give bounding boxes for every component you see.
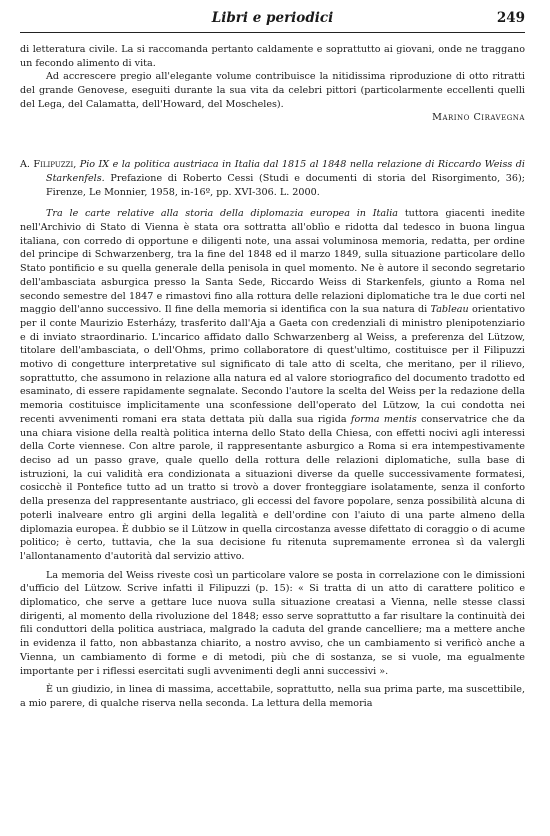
emphasis-term: forma mentis — [350, 413, 417, 425]
reviewer-signature: Marino Ciravegna — [432, 111, 525, 123]
paragraph-text: tuttora giacenti inedite nell'Archivio di Stato di Vienna è stata ora sottratta all'oblìo e ridotta dal tedesco in buona lingua italiana, con corredo di opportune e diligenti note, una assai voluminosa memoria, redatta, per ordine del principe di Schwarzenberg, tra la fine del 1848 ed il marzo 1849, sulla situazione particolare dello Stato pontificio e su quella generale della penisola in quel momento. Ne è autore il secondo segretario dell'ambasciata asburgica presso la Santa Sede, Riccardo Weiss di Starkenfels, giunto a Roma nel secondo semestre del 1847 e rimastovi fino alla rottura delle relazioni diplomatiche tra le due corti nel maggio dell'anno successivo. Il fine della memoria si identifica con la sua natura di — [20, 208, 525, 316]
review-paragraph: La memoria del Weiss riveste così un particolare valore se posta in correlazione con le dimissioni d'ufficio del Lützow. Scrive infatti il Filipuzzi (p. 15): « Si tratta di un atto di carattere politico e diplomatico, che serve a gettare luce nuova sulla situazione creatasi a Vienna, nelle stesse classi dirigenti, al momento della rivoluzione del 1848; esso serve soprattutto a far risultare la continuità dei fili conduttori della politica austriaca, malgrado la caduta del grande cancelliere; ma a mettere anche in evidenza il fatto, non abbastanza chiarito, a nostro avviso, che un cambiamento si verificò anche a Vienna, un cambiamento di forme e di metodi, più che di sostanza, se si vuole, ma egualmente importante per i riflessi esercitati sugli avvenimenti degli anni successivi ». — [20, 569, 525, 677]
page — [0, 6, 550, 836]
book-details: Prefazione di Roberto Cessi (Studi e documenti di storia del Risorgimento, 36); Firenze, Le Monnier, 1958, in-16º, pp. XVI-306. L. 2000. — [46, 172, 525, 198]
page-number: 249 — [496, 10, 525, 26]
bibliographic-entry — [20, 158, 525, 199]
paragraph-text: conservatrice che da una chiara visione della realtà politica interna dello Stato della Chiesa, con effetti nocivi agli interessi della Corte viennese. Con altre parole, il rappresentante asburgico a Roma si era intempestivamente deciso ad un passo grave, quale quello della rottura delle relazioni diplomatiche, sulla base di istruzioni, la cui validità era condizionata a situazioni diverse da quelle successivamente formatesi, cosicchè il Pontefice tutto ad un tratto si trovò a dover fronteggiare isolatamente, senza il conforto della presenza del rappresentante austriaco, gli eccessi del favore popolare, senza possibilità alcuna di poterli inalveare entro gli argini della legalità e dell'ordine con l'aiuto di una parte almeno della diplomazia europea. È dubbio se il Lützow in quella circostanza avesse difettato di coraggio o di acume politico; è certo, tuttavia, che la sua decisione fu ritenuta supremamente erronea sì da valergli l'allontanamento d'autorità dal servizio attivo. — [20, 413, 525, 562]
paragraph-lead: Tra le carte relative alla storia della diplomazia europea in Italia — [46, 208, 398, 220]
page-body — [20, 43, 525, 711]
running-header — [20, 6, 525, 33]
book-author: A. Filipuzzi, — [20, 159, 77, 171]
review-heading — [20, 158, 525, 199]
review-paragraph: È un giudizio, in linea di massima, accettabile, soprattutto, nella sua prima parte, ma suscettibile, a mio parere, di qualche riserva nella seconda. La lettura della memoria — [20, 684, 525, 709]
running-title: Libri e periodici — [211, 10, 334, 26]
emphasis-term: Tableau — [430, 304, 469, 316]
prev-review-paragraph: di letteratura civile. La si raccomanda pertanto caldamente e soprattutto ai giovani, onde ne traggano un fecondo alimento di vita. — [20, 44, 525, 69]
prev-review-paragraph: Ad accrescere pregio all'elegante volume contribuisce la nitidissima riproduzione di otto ritratti del grande Genovese, eseguiti durante la sua vita da celebri pittori (particolarmente eccellenti quelli del Lega, del Calamatta, dell'Howard, del Moscheles). — [20, 71, 525, 110]
review-paragraph — [20, 207, 525, 563]
book-title: Pio IX e la politica austriaca in Italia dal 1815 al 1848 nella relazione di Riccardo Weiss di Starkenfels. — [46, 159, 525, 184]
paragraph-text: orientativo per il conte Maurizio Esterházy, trasferito dall'Aja a Gaeta con credenziali di ministro plenipotenziario e di inviato straordinario. L'incarico affidato dallo Schwarzenberg al Weiss, a preferenza del Lützow, titolare dell'ambasciata, o dell'Ohms, primo collaboratore di quest'ultimo, costituisce per il Filipuzzi motivo di congetture interpretative sul significato di tale atto di scelta, che meritano, per il rilievo, soprattutto, che assumono in relazione alla natura ed al valore storiografico del documento tradotto ed esaminato, di essere rapidamente segnalate. Secondo l'autore la scelta del Weiss per la redazione della memoria costituisce implicitamente una sconfessione dell'operato del Lützow, la cui condotta nei recenti avvenimenti romani era stata dettata più dalla sua rigida — [20, 304, 525, 425]
